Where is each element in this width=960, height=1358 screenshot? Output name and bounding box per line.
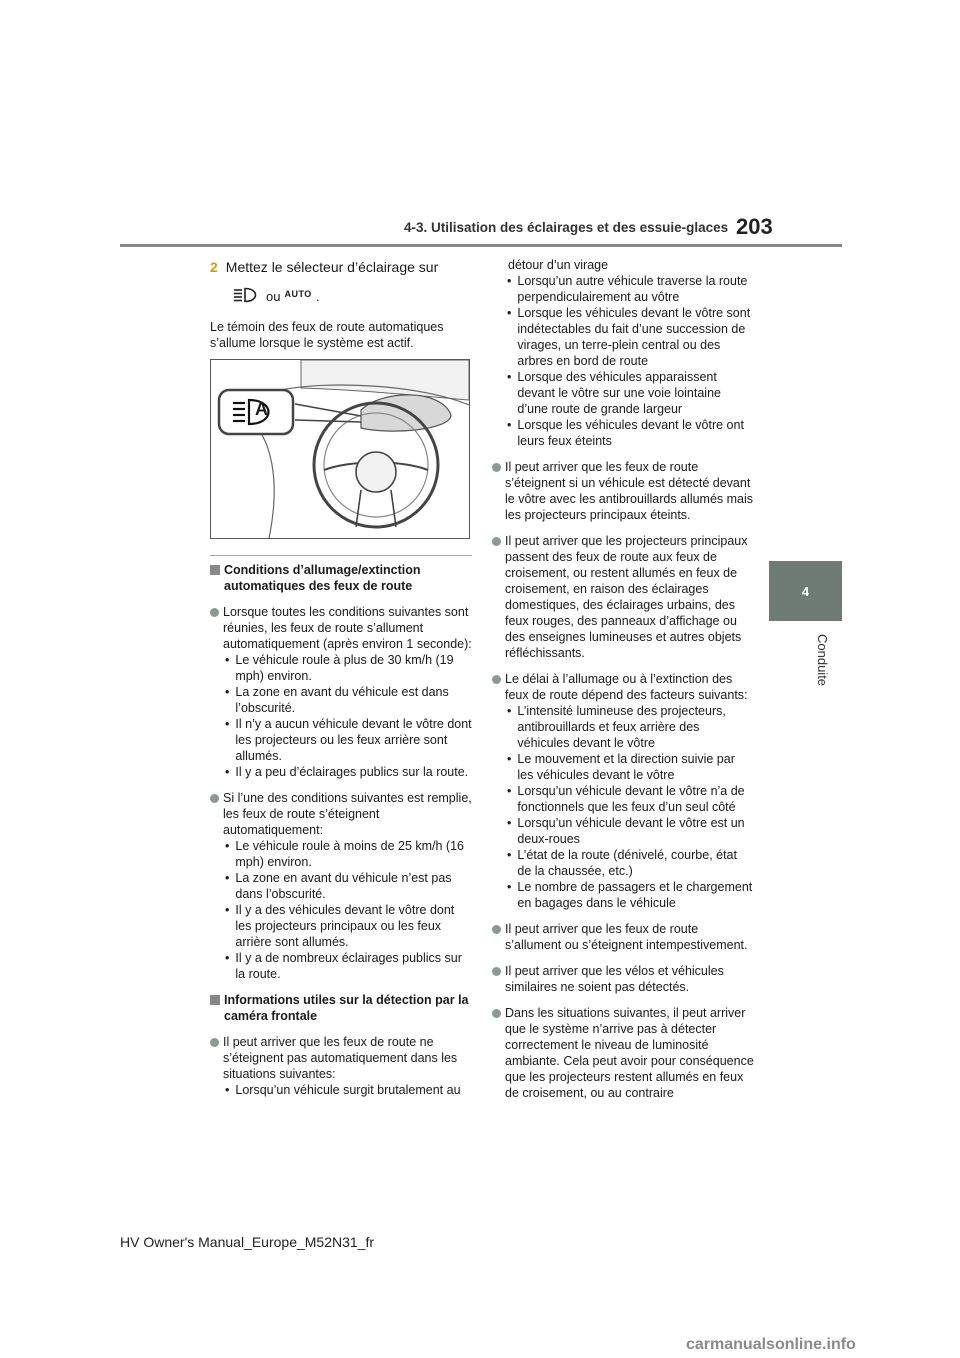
left-column: [210, 257, 472, 1108]
sub-item: • L’intensité lumineuse des projecteurs, antibrouillards et feux arrière des véhicules devant le vôtre: [507, 704, 726, 750]
section-heading-1: Conditions d’allumage/extinction automatiques des feux de route: [210, 562, 472, 594]
auto-high-beam-indicator: [231, 398, 285, 426]
sub-item: • Il y a peu d’éclairages publics sur la route.: [225, 765, 469, 779]
list-item: Il peut arriver que les feux de route s’allument ou s’éteignent intempestivement.: [492, 921, 754, 953]
sub-item: • Le véhicule roule à plus de 30 km/h (19 mph) environ.: [225, 653, 454, 683]
step-number: 2: [210, 259, 218, 275]
circle-bullet-icon: [492, 1009, 501, 1018]
circle-bullet-icon: [210, 608, 219, 617]
intro-text: Le témoin des feux de route automatiques s’allume lorsque le système est actif.: [210, 320, 444, 350]
step-end: .: [315, 289, 320, 304]
square-bullet-icon: [210, 995, 220, 1005]
sub-item: • Lorsqu’un véhicule devant le vôtre est un deux-roues: [507, 816, 745, 846]
sub-item: • L’état de la route (dénivelé, courbe, état de la chaussée, etc.): [507, 848, 737, 878]
list-item: Il peut arriver que les vélos et véhicules similaires ne soient pas détectés.: [492, 963, 754, 995]
circle-bullet-icon: [210, 794, 219, 803]
sub-item: • La zone en avant du véhicule est dans l’obscurité.: [225, 685, 449, 715]
list-item: Dans les situations suivantes, il peut arriver que le système n’arrive pas à détecter correctement le niveau de luminosité ambiante. Cela peut avoir pour conséquence que les projecteurs restent allumés en feux de croisement, ou au contraire: [492, 1005, 754, 1101]
step-text: Mettez le sélecteur d’éclairage sur: [225, 259, 439, 275]
chapter-label: Conduite: [815, 634, 830, 687]
indicator-letter: A: [255, 399, 268, 419]
circle-bullet-icon: [492, 967, 501, 976]
sub-item: • Le nombre de passagers et le chargement en bagages dans le véhicule: [507, 880, 753, 910]
sub-item: • Lorsque des véhicules apparaissent devant le vôtre sur une voie lointaine d’une route de grande largeur: [507, 370, 721, 416]
list-item: Il peut arriver que les feux de route s’éteignent si un véhicule est détecté devant le vôtre avec les antibrouillards allumés mais les projecteurs principaux éteints.: [492, 459, 754, 523]
square-bullet-icon: [210, 565, 220, 575]
auto-position-icon: AUTO: [284, 289, 312, 299]
list-item: Le délai à l’allumage ou à l’extinction des feux de route dépend des facteurs suivants: • L’intensité lumineuse des projecteurs, antibrouillards et feux arrière des véhicules devant le vôtre • Le mouvement et la direction suivie par les véhicules devant le vôtre • Lorsqu’un véhicule devant le vôtre n’a de fonctionnels que les feux d’un seul côté • Lorsqu’un véhicule devant le vôtre est un deux-roues • L’état de la route (dénivelé, courbe, état de la chaussée, etc.) • Le nombre de passagers et le chargement en bagages dans le véhicule: [492, 671, 754, 911]
sub-item: • La zone en avant du véhicule n’est pas dans l’obscurité.: [225, 871, 452, 901]
list-item: Il peut arriver que les projecteurs principaux passent des feux de route aux feux de croisement, ou restent allumés en feux de croisement, en raison des éclairages domestiques, des éclairages urbains, des feux rouges, des panneaux d’affichage ou des enseignes lumineuses et autres objets réfléchissants.: [492, 533, 754, 661]
sub-item: • Lorsqu’un véhicule devant le vôtre n’a de fonctionnels que les feux d’un seul côté: [507, 784, 745, 814]
right-column: [492, 257, 754, 1111]
sub-item: • Lorsqu’un véhicule surgit brutalement au: [225, 1083, 461, 1097]
chapter-number: 4: [801, 583, 810, 599]
connector-text: ou: [266, 289, 281, 304]
auto-high-beam-icon: [232, 287, 262, 307]
watermark[interactable]: carmanualsonline.info: [686, 1336, 856, 1353]
header-rule: [120, 244, 842, 247]
circle-bullet-icon: [492, 675, 501, 684]
circle-bullet-icon: [210, 1038, 219, 1047]
sub-item: • Il y a des véhicules devant le vôtre dont les projecteurs principaux ou les feux arrière sont allumés.: [225, 903, 455, 949]
list-item: Il peut arriver que les feux de route ne s’éteignent pas automatiquement dans les situations suivantes: • Lorsqu’un véhicule surgit brutalement au: [210, 1034, 472, 1098]
circle-bullet-icon: [492, 537, 501, 546]
sub-item: • Le mouvement et la direction suivie par les véhicules devant le vôtre: [507, 752, 735, 782]
circle-bullet-icon: [492, 925, 501, 934]
sub-item: • Il n’y a aucun véhicule devant le vôtre dont les projecteurs ou les feux arrière sont allumés.: [225, 717, 472, 763]
step-icons: [232, 287, 472, 307]
footer-manual-name: HV Owner's Manual_Europe_M52N31_fr: [120, 1234, 375, 1250]
circle-bullet-icon: [492, 463, 501, 472]
step-2: [210, 257, 472, 277]
section-rule: [210, 555, 472, 556]
sub-item: • Le véhicule roule à moins de 25 km/h (16 mph) environ.: [225, 839, 464, 869]
header-section-title: 4-3. Utilisation des éclairages et des essuie-glaces: [404, 220, 729, 235]
sub-item: • Lorsque les véhicules devant le vôtre sont indétectables du fait d’une succession de virages, un terre-plein central ou des arbres en bord de route: [507, 306, 751, 368]
sub-item-continued: détour d’un virage: [508, 258, 609, 272]
page-number: 203: [736, 214, 773, 239]
list-item: Lorsque toutes les conditions suivantes sont réunies, les feux de route s’allument automatiquement (après environ 1 seconde): • Le véhicule roule à plus de 30 km/h (19 mph) environ. • La zone en avant du véhicule est dans l’obscurité. • Il n’y a aucun véhicule devant le vôtre dont les projecteurs ou les feux arrière sont allumés. • Il y a peu d’éclairages publics sur la route.: [210, 604, 472, 780]
sub-item: • Lorsqu’un autre véhicule traverse la route perpendiculairement au vôtre: [507, 274, 748, 304]
list-item: Si l’une des conditions suivantes est remplie, les feux de route s’éteignent automatiquement: • Le véhicule roule à moins de 25 km/h (16 mph) environ. • La zone en avant du véhicule n’est pas dans l’obscurité. • Il y a des véhicules devant le vôtre dont les projecteurs principaux ou les feux arrière sont allumés. • Il y a de nombreux éclairages publics sur la route.: [210, 790, 472, 982]
section-heading-2: Informations utiles sur la détection par la caméra frontale: [210, 992, 472, 1024]
sub-item: • Il y a de nombreux éclairages publics sur la route.: [225, 951, 462, 981]
sub-item: • Lorsque les véhicules devant le vôtre ont leurs feux éteints: [507, 418, 744, 448]
dashboard-figure: [210, 359, 470, 539]
chapter-tab[interactable]: [769, 561, 842, 621]
